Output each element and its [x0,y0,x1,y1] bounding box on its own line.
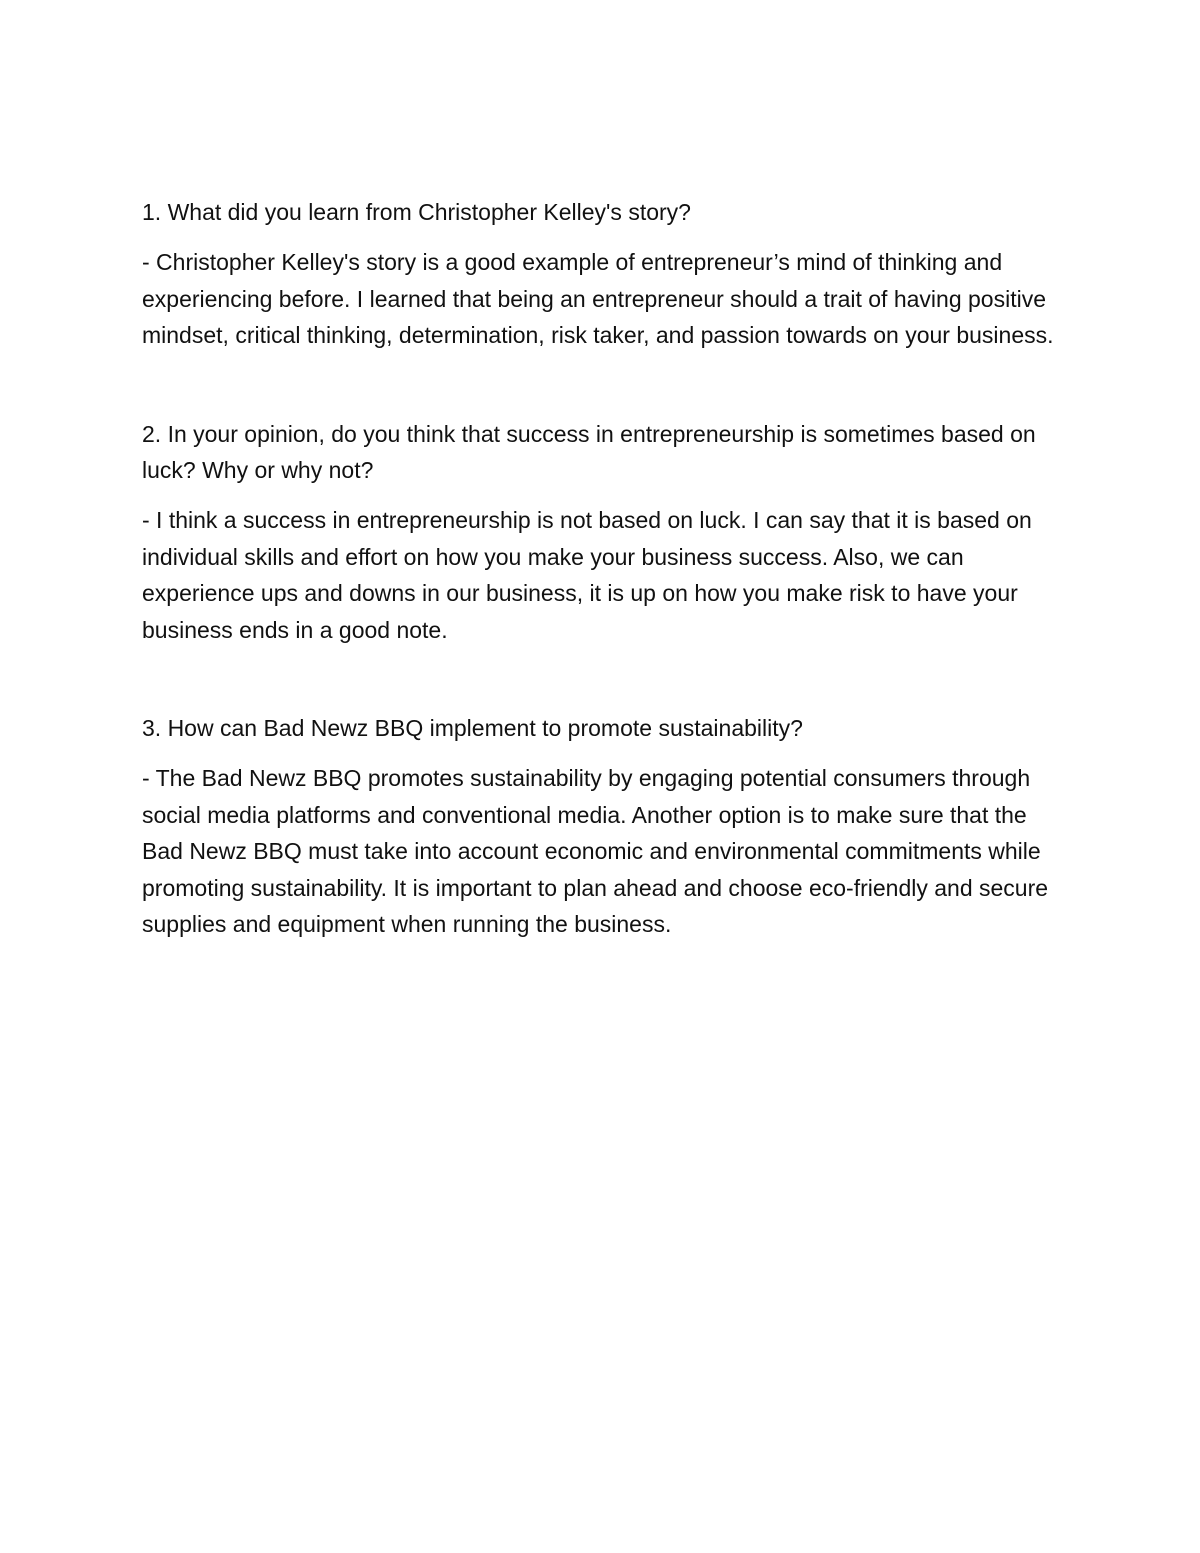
document-body [142,194,1062,943]
answer-3: - The Bad Newz BBQ promotes sustainability by engaging potential consumers through social media platforms and conventional media. Another option is to make sure that the Bad Newz BBQ must take into account economic and environmental commitments while promoting sustainability. It is important to plan ahead and choose eco-friendly and secure supplies and equipment when running the business. [142,765,1049,938]
question-1: 1. What did you learn from Christopher Kelley's story? [142,199,691,225]
answer-2: - I think a success in entrepreneurship is not based on luck. I can say that it is based on individual skills and effort on how you make your business success. Also, we can experience ups and downs in our business, it is up on how you make risk to have your business ends in a good note. [142,507,1032,643]
qa-block-2 [142,416,1062,648]
answer-1: - Christopher Kelley's story is a good example of entrepreneur’s mind of thinking and experiencing before. I learned that being an entrepreneur should a trait of having positive mindset, critical thinking, determination, risk taker, and passion towards on your business. [142,249,1054,349]
qa-block-1 [142,194,1062,354]
question-3: 3. How can Bad Newz BBQ implement to promote sustainability? [142,715,803,742]
qa-block-3 [142,710,1062,942]
question-2: 2. In your opinion, do you think that success in entrepreneurship is sometimes based on luck? Why or why not? [142,420,1036,484]
